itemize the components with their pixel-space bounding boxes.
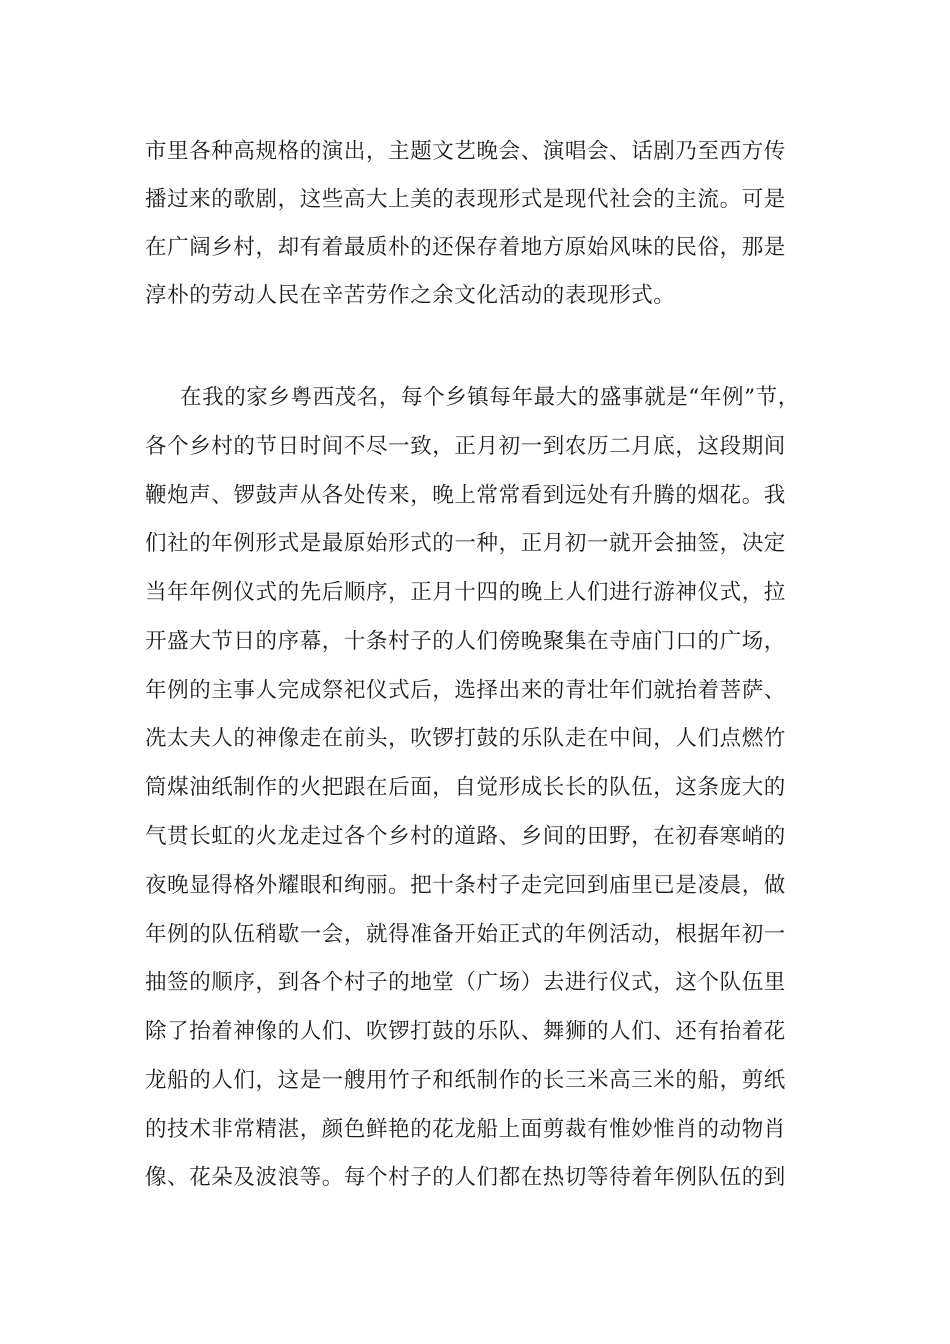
paragraph-2-line-3: 鞭炮声、锣鼓声从各处传来，晚上常常看到远处有升腾的烟花。我 (145, 483, 786, 508)
paragraph-2-line-7: 年例的主事人完成祭祀仪式后，选择出来的青壮年们就抬着菩萨、 (145, 678, 786, 703)
paragraph-2-line-10: 气贯长虹的火龙走过各个乡村的道路、乡间的田野，在初春寒峭的 (145, 824, 786, 849)
paragraph-2-line-16: 的技术非常精湛，颜色鲜艳的花龙船上面剪裁有惟妙惟肖的动物肖 (145, 1117, 786, 1142)
paragraph-2-line-17: 像、花朵及波浪等。每个村子的人们都在热切等待着年例队伍的到 (145, 1165, 786, 1190)
paragraph-2-line-6: 开盛大节日的序幕，十条村子的人们傍晚聚集在寺庙门口的广场， (145, 629, 786, 654)
paragraph-2-line-5: 当年年例仪式的先后顺序，正月十四的晚上人们进行游神仪式，拉 (145, 580, 786, 605)
paragraph-2-line-4: 们社的年例形式是最原始形式的一种，正月初一就开会抽签，决定 (145, 531, 786, 556)
paragraph-2-line-1: 在我的家乡粤西茂名，每个乡镇每年最大的盛事就是“年例”节， (180, 385, 800, 410)
paragraph-2-line-9: 筒煤油纸制作的火把跟在后面，自觉形成长长的队伍，这条庞大的 (145, 775, 786, 800)
paragraph-2-line-12: 年例的队伍稍歇一会，就得准备开始正式的年例活动，根据年初一 (145, 922, 786, 947)
paragraph-2-line-8: 冼太夫人的神像走在前头，吹锣打鼓的乐队走在中间，人们点燃竹 (145, 726, 786, 751)
paragraph-1-line-1: 市里各种高规格的演出，主题文艺晚会、演唱会、话剧乃至西方传 (145, 139, 786, 164)
paragraph-2-line-14: 除了抬着神像的人们、吹锣打鼓的乐队、舞狮的人们、还有抬着花 (145, 1019, 786, 1044)
paragraph-2-line-13: 抽签的顺序，到各个村子的地堂（广场）去进行仪式，这个队伍里 (145, 970, 786, 995)
paragraph-2-line-15: 龙船的人们，这是一艘用竹子和纸制作的长三米高三米的船，剪纸 (145, 1068, 786, 1093)
paragraph-2-line-11: 夜晚显得格外耀眼和绚丽。把十条村子走完回到庙里已是凌晨，做 (145, 873, 786, 898)
paragraph-2-line-2: 各个乡村的节日时间不尽一致，正月初一到农历二月底，这段期间 (145, 434, 786, 459)
paragraph-1-line-2: 播过来的歌剧，这些高大上美的表现形式是现代社会的主流。可是 (145, 187, 786, 212)
paragraph-1-line-3: 在广阔乡村，却有着最质朴的还保存着地方原始风味的民俗，那是 (145, 235, 786, 260)
paragraph-1-line-4: 淳朴的劳动人民在辛苦劳作之余文化活动的表现形式。 (145, 283, 676, 308)
